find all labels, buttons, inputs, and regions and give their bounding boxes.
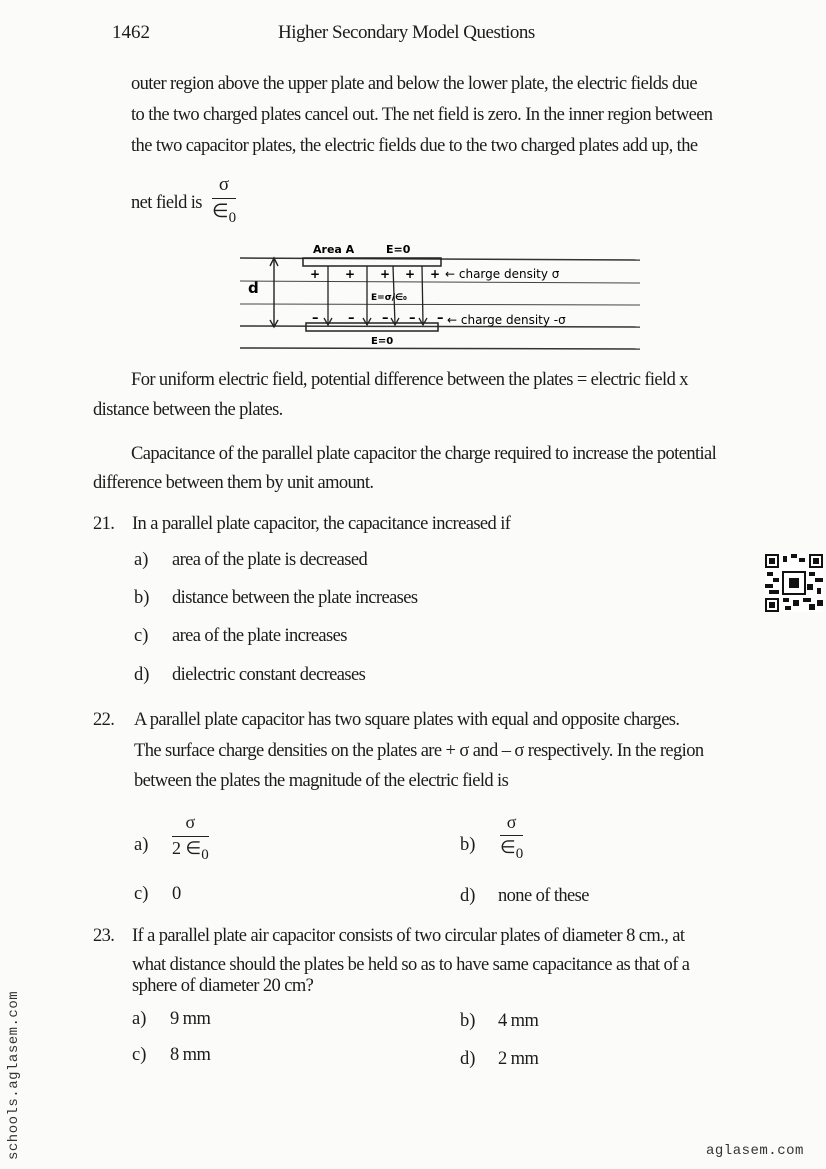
question-22-line-2: The surface charge densities on the plates are + σ and – σ respectively. In the region: [134, 741, 704, 761]
svg-text:–: –: [312, 311, 319, 326]
q23-option-a-label: a): [132, 1009, 147, 1029]
q23-option-c-label: c): [132, 1045, 147, 1065]
q23-option-b-label: b): [460, 1011, 476, 1031]
q22-option-c-text[interactable]: 0: [172, 884, 181, 904]
q22-option-b-fraction[interactable]: [500, 812, 523, 863]
svg-text:+: +: [405, 267, 416, 281]
svg-text:–: –: [348, 311, 355, 326]
intro-line-2: to the two charged plates cancel out. The net field is zero. In the inner region between: [131, 105, 713, 125]
q22-option-d-label: d): [460, 886, 476, 906]
svg-text:+: +: [345, 267, 356, 281]
fraction-denominator: ∈: [500, 837, 516, 857]
fraction-numerator: σ: [500, 812, 523, 836]
svg-text:+: +: [310, 267, 321, 281]
area-label: Area A: [313, 243, 355, 256]
q23-option-d-text[interactable]: 2 mm: [498, 1049, 539, 1069]
q21-option-a-text[interactable]: area of the plate is decreased: [172, 550, 368, 570]
question-22-line-3: between the plates the magnitude of the electric field is: [134, 771, 509, 791]
epsilon-symbol: ∈: [212, 201, 229, 222]
intro-line-3: the two capacitor plates, the electric fields due to the two charged plates add up, the: [131, 136, 698, 156]
page-number: 1462: [112, 22, 150, 43]
net-field-label: net field is: [131, 193, 202, 213]
q23-option-c-text[interactable]: 8 mm: [170, 1045, 211, 1065]
intro-line-1: outer region above the upper plate and below the lower plate, the electric fields due: [131, 74, 697, 94]
bottom-field-label: E=0: [371, 336, 394, 347]
q22-option-b-label: b): [460, 835, 476, 855]
svg-text:+: +: [380, 267, 391, 281]
page-header-title: Higher Secondary Model Questions: [278, 22, 535, 43]
q22-option-d-text[interactable]: none of these: [498, 886, 589, 906]
q21-option-c-label: c): [134, 626, 149, 646]
q21-option-a-label: a): [134, 550, 149, 570]
svg-text:+: +: [430, 267, 441, 281]
fraction-denominator: 2 ∈: [172, 838, 202, 858]
distance-label: d: [248, 279, 259, 297]
q21-option-d-label: d): [134, 665, 150, 685]
q21-option-d-text[interactable]: dielectric constant decreases: [172, 665, 366, 685]
paragraph-2-line-1: Capacitance of the parallel plate capacitor the charge required to increase the potential: [131, 444, 717, 464]
fraction-numerator: σ: [172, 812, 209, 837]
net-field-fraction: [212, 174, 236, 227]
top-charge-label: ← charge density σ: [445, 267, 560, 281]
subscript-zero: 0: [228, 210, 237, 226]
qr-code-icon: [765, 553, 823, 613]
q21-option-c-text[interactable]: area of the plate increases: [172, 626, 347, 646]
paragraph-2-line-2: difference between them by unit amount.: [93, 473, 374, 493]
svg-text:–: –: [409, 311, 416, 326]
q23-option-a-text[interactable]: 9 mm: [170, 1009, 211, 1029]
middle-field-label: E=σ/∈₀: [371, 293, 407, 303]
q23-option-b-text[interactable]: 4 mm: [498, 1011, 539, 1031]
svg-text:–: –: [382, 311, 389, 326]
q23-option-d-label: d): [460, 1049, 476, 1069]
question-23-line-1: If a parallel plate air capacitor consists of two circular plates of diameter 8 cm., at: [132, 926, 685, 946]
q22-option-a-label: a): [134, 835, 149, 855]
svg-text:–: –: [437, 311, 444, 326]
question-23-number: 23.: [93, 926, 115, 946]
q22-option-c-label: c): [134, 884, 149, 904]
question-23-line-3: sphere of diameter 20 cm?: [132, 976, 314, 996]
capacitor-diagram: [240, 238, 660, 350]
subscript-zero: 0: [201, 847, 209, 863]
question-23-line-2: what distance should the plates be held so as to have same capacitance as that of a: [132, 955, 690, 975]
q21-option-b-text[interactable]: distance between the plate increases: [172, 588, 418, 608]
subscript-zero: 0: [515, 846, 524, 862]
question-22-line-1: A parallel plate capacitor has two square plates with equal and opposite charges.: [134, 710, 680, 730]
bottom-charge-label: ← charge density -σ: [447, 313, 566, 327]
question-22-number: 22.: [93, 710, 115, 730]
paragraph-1-line-2: distance between the plates.: [93, 400, 283, 420]
paragraph-1-line-1: For uniform electric field, potential difference between the plates = electric field x: [131, 370, 688, 390]
question-21-number: 21.: [93, 514, 115, 534]
top-field-label: E=0: [386, 243, 411, 256]
q22-option-a-fraction[interactable]: [172, 812, 209, 864]
q21-option-b-label: b): [134, 588, 150, 608]
question-21-text: In a parallel plate capacitor, the capacitance increased if: [132, 514, 511, 534]
fraction-numerator: σ: [212, 174, 236, 199]
watermark-left: schools.aglasem.com: [6, 990, 22, 1160]
watermark-right: aglasem.com: [706, 1143, 804, 1159]
